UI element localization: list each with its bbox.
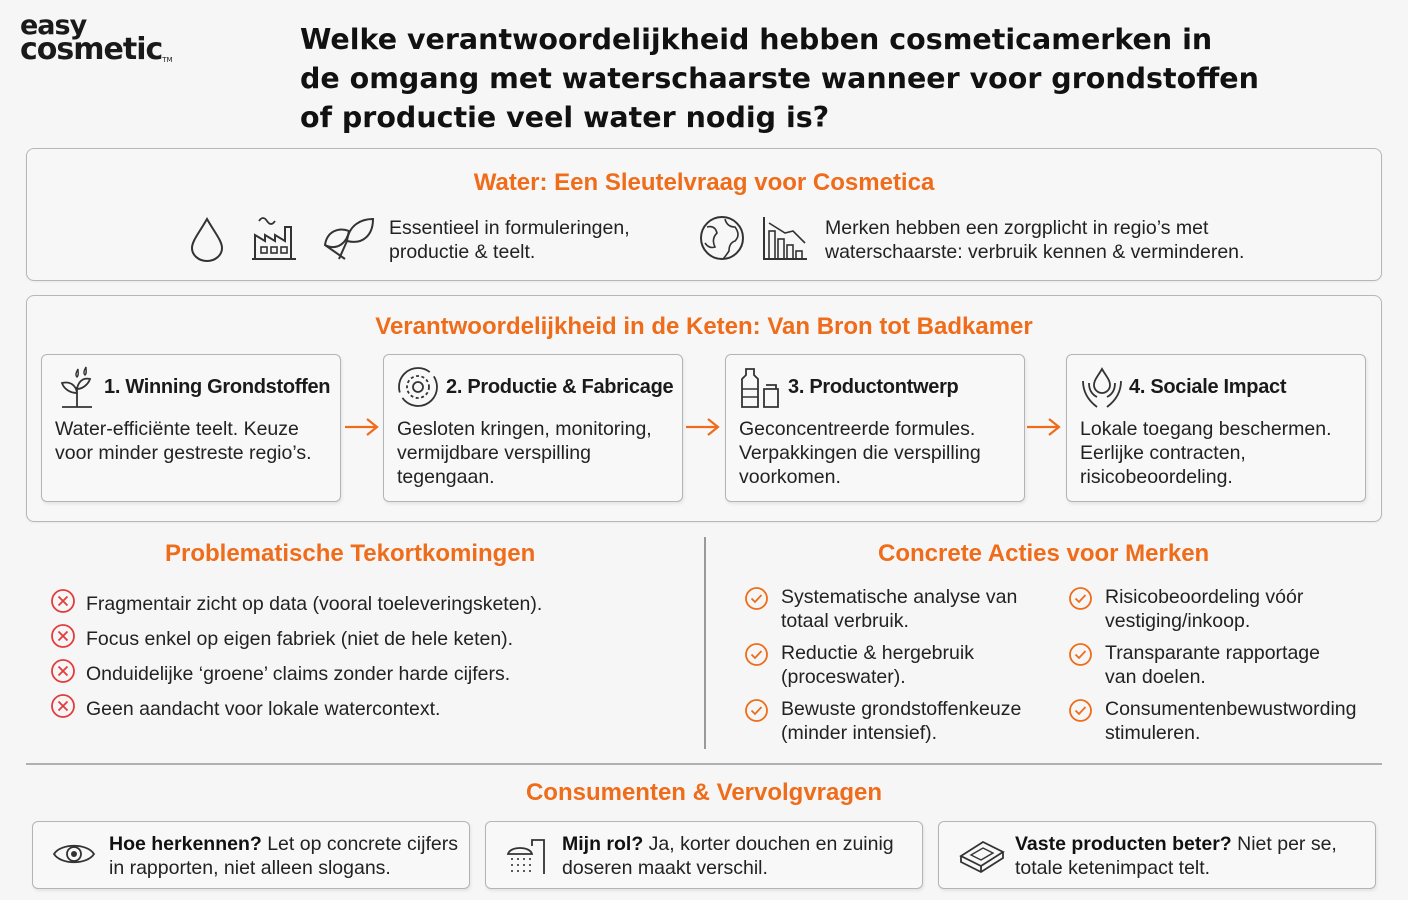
step-1-text: Water-efficiënte teelt. Keuze voor minder gestreste regio’s. <box>55 418 312 464</box>
step-3-text: Geconcentreerde formules. Verpakkingen die verspilling voorkomen. <box>739 418 981 488</box>
bottles-icon <box>738 365 782 416</box>
list-item <box>50 693 440 725</box>
action-text: Reductie & hergebruik (proceswater). <box>781 642 974 688</box>
shortcoming-text: Onduidelijke ‘groene’ claims zonder harde cijfers. <box>86 662 511 685</box>
globe-icon <box>697 213 747 263</box>
card-3-text <box>1015 832 1367 880</box>
step-4-text: Lokale toegang beschermen. Eerlijke contracten, risicobeoordeling. <box>1080 418 1332 488</box>
declining-bar-chart-icon <box>761 215 809 263</box>
water-panel <box>26 148 1382 281</box>
x-circle-icon <box>50 623 76 655</box>
horizontal-divider <box>26 763 1382 765</box>
arrow-right-icon <box>343 416 381 443</box>
logo-line-2: cosmetic™ <box>20 32 173 67</box>
list-item <box>744 697 1064 745</box>
consumer-card-1 <box>32 821 470 889</box>
shower-icon <box>504 834 550 881</box>
check-circle-icon <box>744 586 769 633</box>
actions-title: Concrete Acties voor Merken <box>878 540 1210 567</box>
water-left-text: Essentieel in formuleringen, productie & teelt. <box>389 217 630 263</box>
card-3-answer: Niet per se, totale ketenimpact telt. <box>1015 833 1337 879</box>
chain-step-2 <box>383 354 683 502</box>
list-item <box>744 585 1049 633</box>
card-1-text <box>109 832 461 880</box>
shortcoming-text: Focus enkel op eigen fabriek (niet de hele keten). <box>86 627 514 650</box>
hands-drop-icon <box>1079 365 1125 416</box>
factory-icon <box>249 213 299 265</box>
check-circle-icon <box>744 698 769 745</box>
card-2-text <box>562 832 914 880</box>
card-2-question: Mijn rol? <box>562 833 644 855</box>
x-circle-icon <box>50 693 76 725</box>
leaves-icon <box>317 213 377 263</box>
water-drop-icon <box>187 215 227 263</box>
shortcoming-text: Fragmentair zicht op data (vooral toeleveringsketen). <box>86 592 543 615</box>
list-item <box>1068 585 1388 633</box>
step-4-title: 4. Sociale Impact <box>1129 376 1287 398</box>
x-circle-icon <box>50 588 76 620</box>
x-circle-icon <box>50 658 76 690</box>
check-circle-icon <box>1068 642 1093 689</box>
gear-cycle-icon <box>396 365 440 414</box>
list-item <box>1068 641 1348 689</box>
logo-line-1: easy <box>20 10 87 41</box>
chain-step-1 <box>41 354 341 502</box>
seedling-icon <box>54 365 100 416</box>
water-panel-title: Water: Een Sleutelvraag voor Cosmetica <box>473 169 935 196</box>
check-circle-icon <box>1068 698 1093 745</box>
consumer-card-2 <box>485 821 923 889</box>
card-2-answer: Ja, korter douchen en zuinig doseren maakt verschil. <box>562 833 894 879</box>
chain-step-3 <box>725 354 1025 502</box>
arrow-right-icon <box>1025 416 1063 443</box>
step-1-title: 1. Winning Grondstoffen <box>104 376 331 398</box>
vertical-divider <box>704 537 706 749</box>
shortcomings-title: Problematische Tekortkomingen <box>165 540 536 567</box>
card-1-answer: Let op concrete cijfers in rapporten, niet alleen slogans. <box>109 833 458 879</box>
consumer-card-3 <box>938 821 1376 889</box>
arrow-right-icon <box>684 416 722 443</box>
card-1-question: Hoe herkennen? <box>109 833 262 855</box>
logo <box>20 10 173 67</box>
list-item <box>1068 697 1398 745</box>
action-text: Bewuste grondstoffenkeuze (minder intensief). <box>781 698 1022 744</box>
step-3-title: 3. Productontwerp <box>788 376 959 398</box>
action-text: Risicobeoordeling vóór vestiging/inkoop. <box>1105 586 1304 632</box>
shortcoming-text: Geen aandacht voor lokale watercontext. <box>86 697 441 720</box>
list-item <box>744 641 1049 689</box>
action-text: Transparante rapportage van doelen. <box>1105 642 1320 688</box>
step-2-text: Gesloten kringen, monitoring, vermijdbare verspilling tegengaan. <box>397 418 652 488</box>
chain-panel-title: Verantwoordelijkheid in de Keten: Van Bron tot Badkamer <box>375 313 1033 340</box>
chain-step-4 <box>1066 354 1366 502</box>
water-right-text: Merken hebben een zorgplicht in regio’s met waterschaarste: verbruik kennen & verminderen. <box>825 217 1245 263</box>
list-item <box>50 658 510 690</box>
action-text: Consumentenbewustwording stimuleren. <box>1105 698 1357 744</box>
action-text: Systematische analyse van totaal verbruik. <box>781 586 1018 632</box>
list-item <box>50 623 513 655</box>
check-circle-icon <box>1068 586 1093 633</box>
consumers-title: Consumenten & Vervolgvragen <box>525 779 883 806</box>
list-item <box>50 588 542 620</box>
soap-bar-icon <box>957 834 1007 881</box>
check-circle-icon <box>744 642 769 689</box>
page-title: Welke verantwoordelijkheid hebben cosmeticamerken in de omgang met waterschaarste wanneer voor grondstoffen of productie veel water nodig is? <box>300 23 1259 134</box>
trademark: TM <box>162 56 173 64</box>
card-3-question: Vaste producten beter? <box>1015 833 1232 855</box>
step-2-title: 2. Productie & Fabricage <box>446 376 674 398</box>
eye-icon <box>51 834 97 879</box>
